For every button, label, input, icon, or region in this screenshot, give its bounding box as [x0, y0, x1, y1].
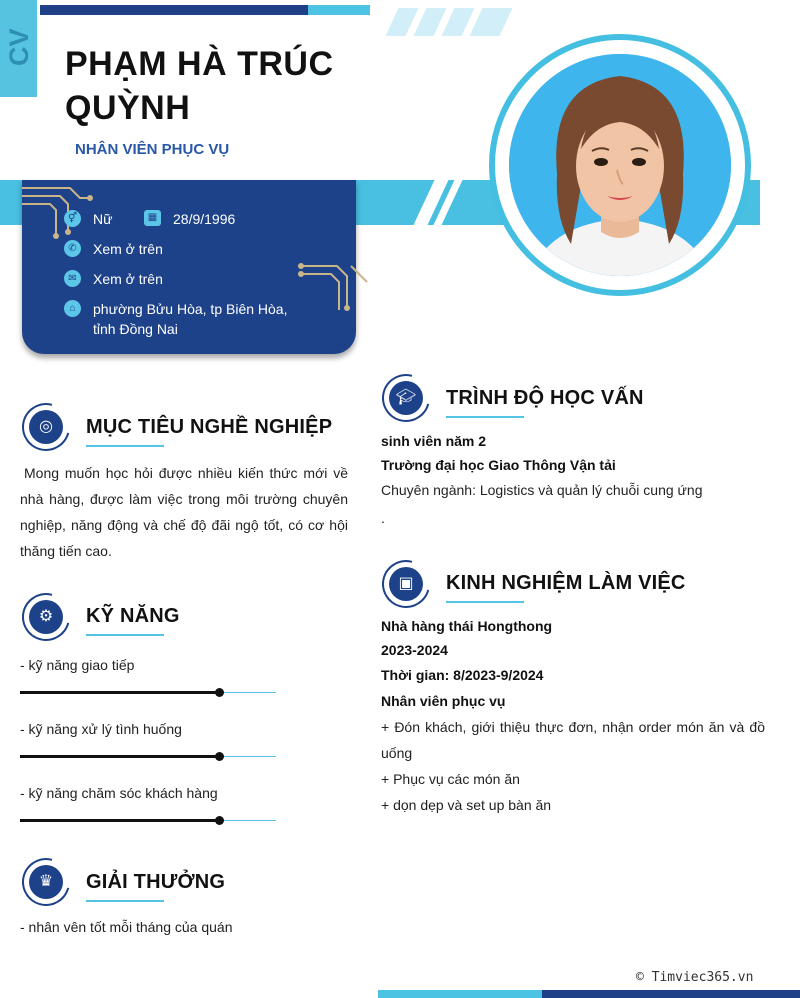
education-title: TRÌNH ĐỘ HỌC VẤN — [446, 387, 644, 409]
career-goal-title: MỤC TIÊU NGHỀ NGHIỆP — [86, 416, 333, 438]
header-slant-stripe — [385, 8, 418, 36]
footer-copyright: © Timviec365.vn — [636, 970, 754, 985]
circuit-decoration-left — [20, 182, 95, 242]
experience-duty: + dọn dẹp và set up bàn ăn — [381, 797, 552, 813]
awards-underline — [86, 900, 164, 902]
email-value: Xem ở trên — [93, 271, 163, 287]
experience-period: Thời gian: 8/2023-9/2024 — [381, 667, 544, 683]
address-line2: tỉnh Đồng Nai — [93, 321, 178, 337]
address-value — [93, 299, 287, 339]
footer-bar-light — [378, 990, 542, 998]
experience-title: KINH NGHIỆM LÀM VIỆC — [446, 572, 686, 594]
brain-gear-icon: ⚙ — [29, 600, 63, 634]
job-title: NHÂN VIÊN PHỤC VỤ — [75, 141, 230, 158]
phone-value: Xem ở trên — [93, 241, 163, 257]
career-goal-underline — [86, 445, 164, 447]
footer-bar-dark — [542, 990, 800, 998]
experience-position: Nhân viên phục vụ — [381, 693, 506, 709]
header-slant-stripe — [413, 8, 446, 36]
experience-years: 2023-2024 — [381, 642, 448, 658]
birthday-value: 28/9/1996 — [173, 211, 236, 227]
top-bar-dark — [40, 5, 308, 15]
skills-title: KỸ NĂNG — [86, 605, 180, 627]
avatar — [509, 54, 731, 276]
education-school: Trường đại học Giao Thông Vận tải — [381, 457, 616, 473]
candidate-name — [65, 42, 485, 130]
top-bar-light — [308, 5, 370, 15]
circuit-decoration-right — [297, 260, 369, 315]
calendar-icon: ▦ — [144, 210, 161, 226]
target-icon: ◎ — [29, 410, 63, 444]
cv-label: CV — [4, 28, 34, 66]
experience-underline — [446, 601, 524, 603]
gender-value: Nữ — [93, 211, 113, 227]
skills-underline — [86, 634, 164, 636]
education-underline — [446, 416, 524, 418]
header-slant-stripe — [469, 8, 512, 36]
candidate-name-line1: PHẠM HÀ TRÚC — [65, 45, 334, 83]
education-major: Chuyên ngành: Logistics và quản lý chuỗi cung ứng — [381, 482, 703, 498]
awards-title: GIẢI THƯỞNG — [86, 871, 226, 893]
career-goal-text: Mong muốn học hỏi được nhiều kiến thức mới về nhà hàng, được làm việc trong môi trường chuyên nghiệp, năng động và chế độ đãi ngộ tốt, có cơ hội thăng tiến cao. — [20, 465, 348, 559]
skill-label: - kỹ năng xử lý tình huống — [20, 721, 182, 737]
skill-level-bar — [20, 755, 220, 758]
skill-level-bar — [20, 691, 220, 694]
skill-label: - kỹ năng chăm sóc khách hàng — [20, 785, 218, 801]
experience-company: Nhà hàng thái Hongthong — [381, 618, 553, 634]
email-icon: ✉ — [64, 270, 81, 287]
skill-level-dot — [215, 688, 224, 697]
address-line1: phường Bửu Hòa, tp Biên Hòa, — [93, 301, 288, 317]
experience-duty: + Đón khách, giới thiệu thực đơn, nhận order món ăn và đồ uống — [381, 719, 765, 761]
skill-level-dot — [215, 816, 224, 825]
header-slant-stripe — [441, 8, 474, 36]
trophy-icon: ♛ — [29, 865, 63, 899]
education-level: sinh viên năm 2 — [381, 433, 487, 449]
award-item: - nhân vên tốt mỗi tháng của quán — [20, 919, 233, 935]
skill-level-dot — [215, 752, 224, 761]
home-icon: ⌂ — [64, 300, 81, 317]
gender-icon: ⚥ — [64, 210, 81, 227]
education-note: . — [381, 510, 385, 526]
experience-duty: + Phục vụ các món ăn — [381, 771, 520, 787]
skill-level-bar — [20, 819, 220, 822]
briefcase-icon: ▣ — [389, 567, 423, 601]
skill-label: - kỹ năng giao tiếp — [20, 657, 135, 673]
candidate-name-line2: QUỲNH — [65, 89, 191, 127]
graduation-cap-icon: 🎓︎ — [389, 381, 423, 415]
avatar-portrait — [509, 54, 731, 276]
phone-icon: ✆ — [64, 240, 81, 257]
